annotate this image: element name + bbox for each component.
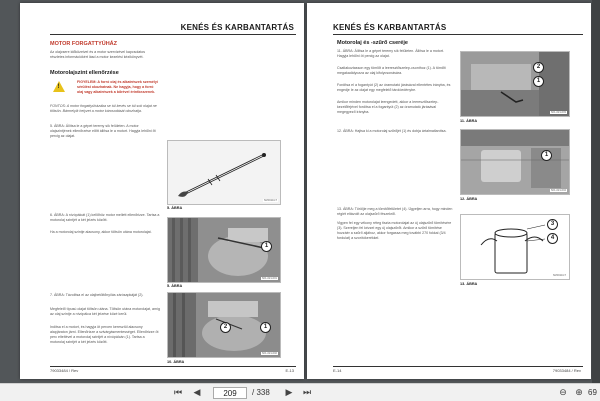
footer-page-number: E-13 bbox=[285, 368, 294, 373]
step-6-text: 6. ÁBRA: A nívópálcát (1) kellőhöz motor mellett ellenőrizze. Tartsa a motorolaj szintjét a két jelzés között. bbox=[50, 213, 160, 222]
step-11c-text: Fordítsa el a fogantyút (2) az óramutató járásával ellentétes irányba, és engedje le az olajat egy megfelelő tárolóedénybe. bbox=[337, 83, 451, 92]
warning-icon bbox=[53, 81, 65, 92]
footer-page-number: E-14 bbox=[333, 368, 342, 373]
figure-dipstick bbox=[167, 140, 281, 205]
callout-3: 3 bbox=[547, 219, 558, 230]
step-13-text: 13. ÁBRA: Töröljie meg a tömítőfelületet (4). Ügyeljen arra, hogy minden régiét eltávolít az olajszűrő fészekről. bbox=[337, 207, 453, 216]
header-rule bbox=[50, 34, 296, 35]
callout-2: 2 bbox=[533, 62, 544, 73]
footer-doc-number: 79033484 / Rev bbox=[50, 368, 79, 373]
figure-caption: 11. ÁBRA bbox=[460, 119, 478, 123]
zoom-level: 69 bbox=[588, 388, 597, 397]
right-page bbox=[307, 3, 591, 379]
step-11d-text: Amikor minden motorolajat leengedett, akkor a leeresztőszelep-kezelőfejével fordítsa el a fogantyút (2) az óramutató járásával megegyező irányba. bbox=[337, 100, 439, 114]
step-6b-text: Ha a motorolaj szintje alacsony, akkor töltsön utána motorolajat. bbox=[50, 230, 152, 234]
intro-text: Az olajcsere időközeivel és a motor szervizével kapcsolatos részletes információkért lásd a motor kezelési kézikönyvét. bbox=[50, 50, 146, 59]
figure-caption: 12. ÁBRA bbox=[460, 197, 478, 201]
figure-code: SF1-021-001 bbox=[261, 277, 277, 280]
page-count: / 338 bbox=[252, 388, 270, 397]
figure-caption: 13. ÁBRA bbox=[460, 282, 478, 286]
callout-1: 1 bbox=[541, 150, 552, 161]
figure-code: SF1-021-002 bbox=[261, 352, 277, 355]
previous-page-button[interactable]: ◀ bbox=[193, 388, 201, 398]
zoom-in-icon[interactable]: ⊕ bbox=[575, 388, 583, 398]
callout-2: 2 bbox=[220, 322, 231, 333]
callout-1: 1 bbox=[260, 322, 271, 333]
footer-doc-number: 79033484 / Rev bbox=[552, 368, 581, 373]
next-page-button[interactable]: ▶ bbox=[285, 388, 293, 398]
figure-engine-filler bbox=[167, 292, 281, 358]
step-7b-text: Megfelelő típusú olajat töltsön utána. Töltsön utána motorolajat, amíg az olaj szintje a nívópálca két jelzése közé kerül. bbox=[50, 307, 161, 316]
subsection-title: Motorolajszint ellenőrzése bbox=[50, 70, 119, 76]
first-page-button[interactable]: ⏮ bbox=[173, 388, 183, 398]
footer-rule bbox=[50, 366, 296, 367]
section-title: MOTOR FORGATTYÚHÁZ bbox=[50, 41, 118, 47]
step-13b-text: Vigyen fel egy vékony réteg tiszta motorolajat az új olajszűrő tömítésére (3). Szereljen fel kézzel egy új olajszűrőt. Amikor a szűrő tömítése hozzáér a szűrő aljához, akkor forgassa meg további 270 fokkal (3/4 fordulat) a szorítókerékkel. bbox=[337, 221, 452, 240]
figure-drain-valve bbox=[460, 51, 570, 117]
step-5-text: 5. ÁBRA: Állítsa le a gépet teremy sík felületen. A motor olajszintjének ellenőrzése előtt állítsa le a motort. Hagyja lehűlni őt percig az olajat. bbox=[50, 124, 156, 138]
figure-engine-dipstick bbox=[167, 217, 281, 283]
warning-text: FIGYELEM: A forró olaj és alkatrészek személyi sérülést okozhatnak. Ne hagyja, hogy a forró olaj vagy alkatrészek a bőrével érintkezzenek. bbox=[77, 80, 158, 94]
callout-1: 1 bbox=[261, 241, 272, 252]
step-11b-text: Csatlakoztasson egy tömlőt a leeresztőszelep-csonthoz (1). A tömlőt megakadályozza az olaj kifolycsonására. bbox=[337, 66, 446, 75]
step-11-text: 11. ÁBRA: Állítsa le a gépet teremy sík felületen. Állítsa le a motort. Hagyja lehűlni öt percig az olajat. bbox=[337, 49, 444, 58]
last-page-button[interactable]: ⏭ bbox=[302, 388, 312, 398]
drain-valve-photo bbox=[461, 52, 570, 117]
figure-caption: 5. ÁBRA bbox=[167, 284, 183, 288]
left-page bbox=[20, 3, 304, 379]
oil-filter-photo bbox=[461, 130, 570, 195]
step-12-text: 12. ÁBRA: Hajtsa ki a motorolaj szűrőjét (1) és dobja ártalmatlanítsa. bbox=[337, 129, 447, 133]
figure-oil-filter bbox=[460, 129, 570, 195]
callout-4: 4 bbox=[547, 233, 558, 244]
dipstick-illustration bbox=[168, 141, 281, 205]
pdf-toolbar bbox=[0, 383, 600, 401]
callout-1: 1 bbox=[533, 76, 544, 87]
figure-caption: 10. ÁBRA bbox=[167, 360, 185, 364]
scrollbar[interactable] bbox=[592, 0, 600, 383]
page-header: KENÉS ÉS KARBANTARTÁS bbox=[180, 23, 294, 32]
page-number-input[interactable]: 209 bbox=[213, 387, 247, 399]
zoom-out-icon[interactable]: ⊖ bbox=[559, 388, 567, 398]
header-rule bbox=[333, 34, 583, 35]
figure-code: SM0311GT bbox=[263, 199, 277, 202]
figure-caption: 5. ÁBRA bbox=[167, 206, 183, 210]
figure-code: SF1-021-004 bbox=[550, 189, 566, 192]
footer-rule bbox=[333, 366, 583, 367]
section-title: Motorolaj és -szűrő cseréje bbox=[337, 40, 408, 46]
figure-code: SF1-021-003 bbox=[550, 111, 566, 114]
figure-filter-install bbox=[460, 214, 570, 280]
caution-text: FONTOS: A motor forgattyúházába se túl kevés se túl sok olajat ne töltsön. Bármelyik helyzet a motor károsodását okozhatja. bbox=[50, 104, 157, 113]
step-7-text: 7. ÁBRA: Távolítsa el az olajbetöltőnyílás zárósapkáját (2). bbox=[50, 293, 144, 297]
page-header: KENÉS ÉS KARBANTARTÁS bbox=[333, 23, 447, 32]
figure-code: SM0311GT bbox=[552, 274, 566, 277]
step-7c-text: Indítsa el a motort, és hagyja öt percen keresztül alacsony alapjáraton járni. Ellenőrizze a szivárgásmentességet. Ellenőrizze öt perc elteltével a motorolaj szintjét a nívópálcán (1). Tartsa a motorolaj szintjét a két jelzés között. bbox=[50, 325, 159, 344]
